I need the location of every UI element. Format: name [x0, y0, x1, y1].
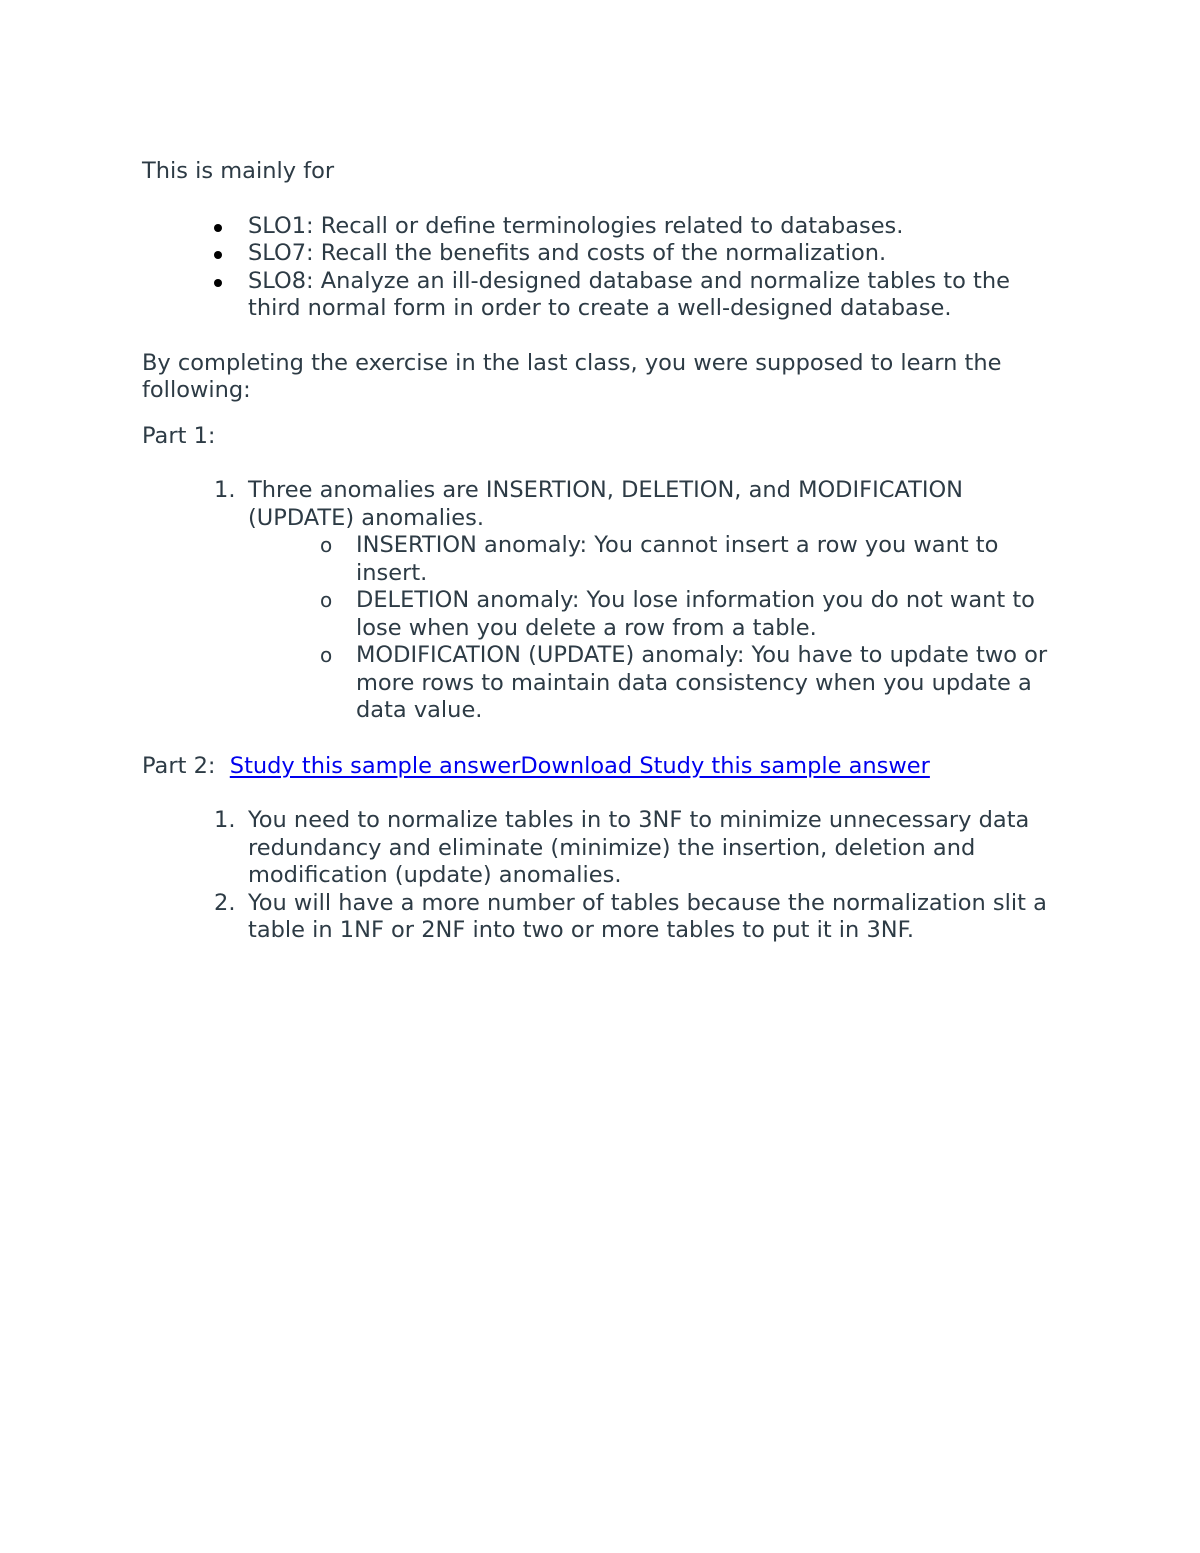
item-number: 1. [214, 807, 236, 833]
slo-text: SLO1: Recall or define terminologies related to databases. [248, 212, 904, 239]
item-number: 2. [214, 889, 236, 916]
slo-list [142, 213, 1062, 323]
list-item [214, 807, 1062, 890]
anomaly-sublist [248, 532, 1062, 725]
circle-bullet-icon: o [320, 533, 333, 557]
list-item [214, 889, 1062, 945]
bullet-icon [214, 251, 222, 259]
intro-text: This is mainly for [142, 158, 335, 184]
anomaly-text: MODIFICATION (UPDATE) anomaly: You have to update two or more rows to maintain data consistency when you update a data value. [356, 642, 1048, 723]
list-item [320, 587, 1062, 642]
part2-heading: Part 2: [142, 752, 216, 779]
anomaly-text: DELETION anomaly: You lose information you do not want to lose when you delete a row from a table. [356, 587, 1035, 641]
part1-heading: Part 1: [142, 422, 216, 449]
circle-bullet-icon: o [320, 588, 333, 612]
sample-answer-link[interactable]: Study this sample answerDownload Study this sample answer [229, 752, 930, 779]
document-page [142, 158, 1062, 945]
anomaly-text: INSERTION anomaly: You cannot insert a row you want to insert. [356, 532, 999, 586]
item-text: Three anomalies are INSERTION, DELETION, and MODIFICATION (UPDATE) anomalies. [248, 477, 964, 531]
slo-text: SLO8: Analyze an ill-designed database and normalize tables to the third normal form in order to create a well-designed database. [248, 267, 1010, 321]
list-item [248, 268, 1062, 323]
slo-text: SLO7: Recall the benefits and costs of the normalization. [248, 240, 887, 266]
part2-list [142, 807, 1062, 945]
list-item [320, 642, 1062, 725]
list-item [214, 477, 1062, 725]
circle-bullet-icon: o [320, 643, 333, 667]
bullet-icon [214, 279, 222, 287]
list-item [320, 532, 1062, 587]
list-item [248, 240, 1062, 268]
item-number: 1. [214, 477, 236, 503]
part2-line [142, 753, 1062, 781]
bullet-icon [214, 224, 222, 232]
item-text: You need to normalize tables in to 3NF to minimize unnecessary data redundancy and eliminate (minimize) the insertion, deletion and modification (update) anomalies. [248, 807, 1030, 888]
list-item [248, 213, 1062, 241]
summary-text: By completing the exercise in the last class, you were supposed to learn the following: [142, 349, 1002, 403]
item-text: You will have a more number of tables because the normalization slit a table in 1NF or 2NF into two or more tables to put it in 3NF. [248, 889, 1047, 943]
part1-list [142, 477, 1062, 725]
